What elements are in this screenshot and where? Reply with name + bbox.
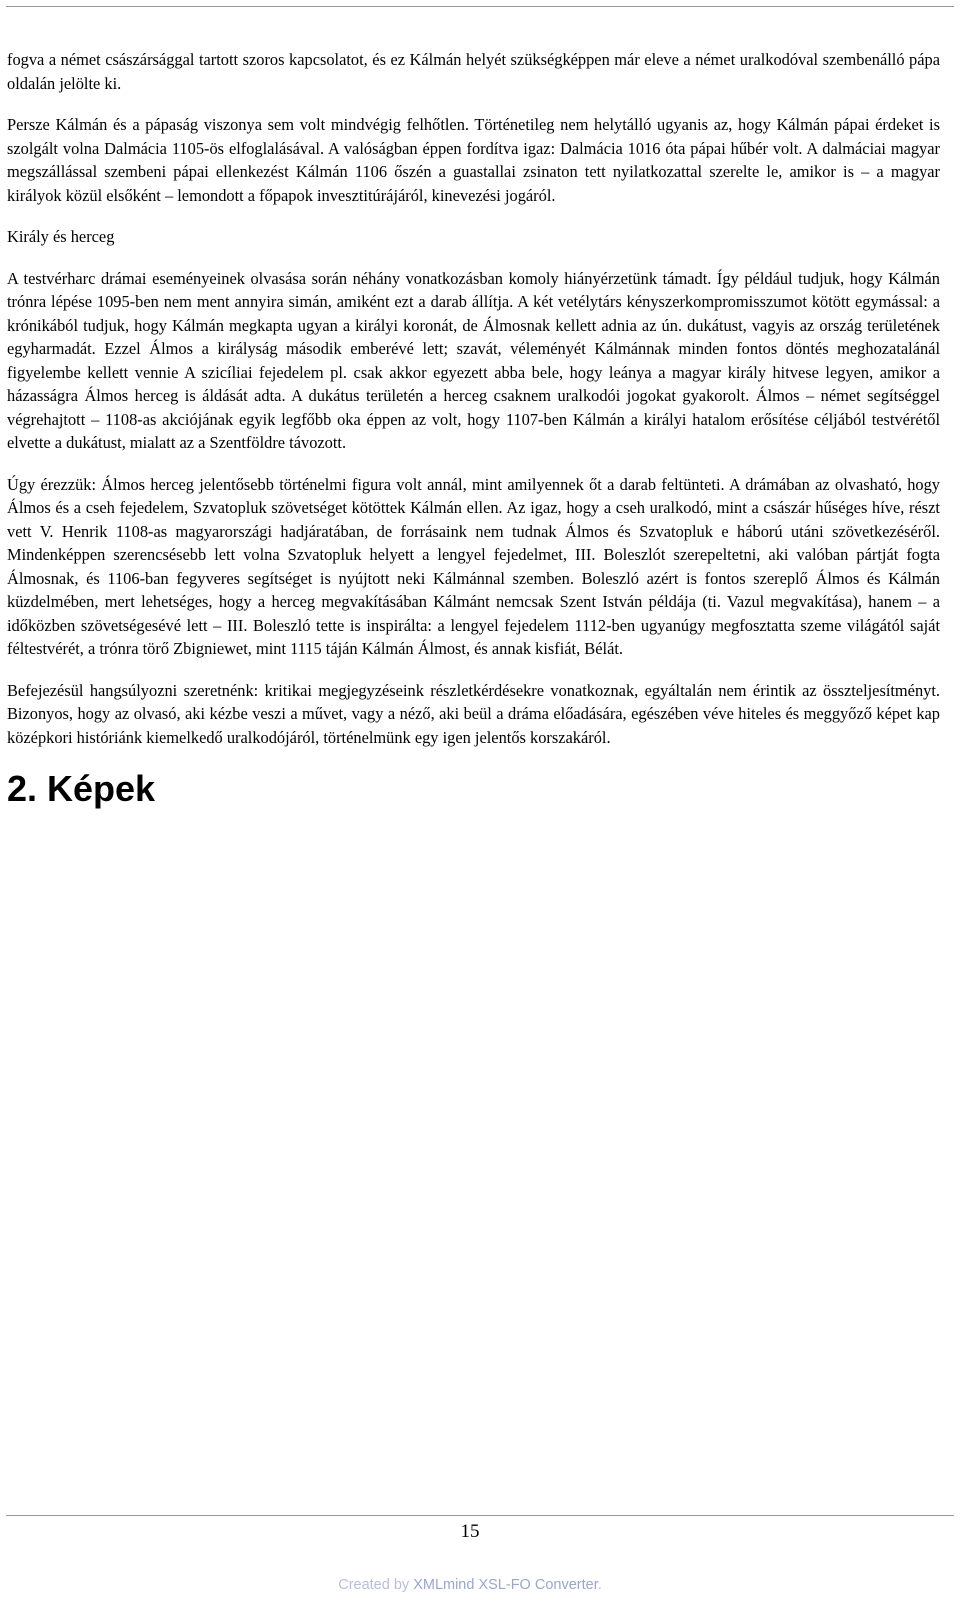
credit-brand-link[interactable]: XMLmind XSL-FO Converter (413, 1577, 598, 1593)
paragraph: Persze Kálmán és a pápaság viszonya sem volt mindvégig felhőtlen. Történetileg nem helytálló ugyanis az, hogy Kálmán pápai érdeket is szolgált volna Dalmácia 1105-ös elfoglalásával. A valóságban éppen fordítva igaz: Dalmácia 1016 óta pápai hűbér volt. A dalmáciai magyar megszállással szembeni pápai ellenkezést Kálmán 1106 őszén a guastallai zsinaton tett nyilatkozattal szerelte le, amikor is – a magyar királyok közül elsőként – lemondott a főpapok invesztitúrájáról, kinevezési jogáról. (7, 115, 940, 205)
paragraph: A testvérharc drámai eseményeinek olvasása során néhány vonatkozásban komoly hiányérzetünk támadt. Így például tudjuk, hogy Kálmán trónra lépése 1095-ben nem ment annyira simán, amiként ezt a darab állítja. A két vetélytárs kényszerkompromisszumot kötött egymással: a krónikából tudjuk, hogy Kálmán megkapta ugyan a királyi koronát, de Álmosnak kellett adnia az ún. dukátust, vagyis az ország területének egyharmadát. Ezzel Álmos a királyság második emberévé lett; szavát, véleményét Kálmánnak minden fontos döntés meghozatalánál figyelembe kellett vennie A szicíliai fejedelem pl. csak akkor egyezett abba bele, hogy leánya a magyar király hitvese legyen, amikor a házasságra Álmos herceg is áldását adta. A dukátus területén a herceg csaknem uralkodói jogokat gyakorolt. Álmos – német segítséggel végrehajtott – 1108-as akciójának egyik legfőbb oka éppen az volt, hogy 1107-ben Kálmán a királyi hatalom erősítése céljából testvérétől elvette a dukátust, mialatt az a Szentföldre távozott. (7, 268, 940, 452)
credit-prefix: Created by (338, 1577, 414, 1593)
section-heading: 2. Képek (7, 768, 156, 809)
document-body (7, 48, 940, 811)
paragraph: Befejezésül hangsúlyozni szeretnénk: kritikai megjegyzéseink részletkérdésekre vonatkoznak, egyáltalán nem érintik az összteljesítményt. Bizonyos, hogy az olvasó, aki kézbe veszi a művet, vagy a néző, aki beül a dráma előadására, egészében véve hiteles és meggyőző képet kap középkori históriánk kiemelkedő uralkodójáról, történelmünk egy igen jelentős korszakáról. (7, 680, 940, 747)
header-rule (6, 6, 954, 7)
paragraph: Úgy érezzük: Álmos herceg jelentősebb történelmi figura volt annál, mint amilyennek őt a darab feltünteti. A drámában az olvasható, hogy Álmos és a cseh fejedelem, Szvatopluk szövetséget kötöttek Kálmán ellen. Az igaz, hogy a cseh uralkodó, mint a császár hűséges híve, részt vett V. Henrik 1108-as magyarországi hadjáratában, de forrásaink nem tudnak Álmos és Szvatopluk e háború utáni szövetkezéséről. Mindenképpen szerencsésebb lett volna Szvatopluk helyett a lengyel fejedelmet, III. Boleszlót szerepeltetni, aki valóban pártját fogta Álmosnak, és 1106-ban fegyveres segítséget is nyújtott neki Kálmánnal szemben. Boleszló azért is fontos szereplő Álmos és Kálmán küzdelmében, mert lehetséges, hogy a herceg megvakításában Kálmánt nemcsak Szent István példája (ti. Vazul megvakítása), hanem – a időközben szövetségesévé lett – III. Boleszló tette is inspirálta: a lengyel fejedelem 1112-ben ugyanúgy megfosztatta szeme világától saját féltestvérét, a trónra törő Zbigniewet, mint 1115 táján Kálmán Álmost, és annak kisfiát, Bélát. (7, 474, 940, 658)
page-number: 15 (460, 1521, 480, 1542)
subheading: Király és herceg (7, 227, 115, 246)
footer-rule (6, 1515, 954, 1516)
credit-suffix: . (597, 1577, 602, 1593)
converter-credit (0, 1577, 940, 1593)
paragraph: fogva a német császársággal tartott szoros kapcsolatot, és ez Kálmán helyét szükségképpen már eleve a német uralkodóval szembenálló pápa oldalán jelölte ki. (7, 50, 940, 93)
